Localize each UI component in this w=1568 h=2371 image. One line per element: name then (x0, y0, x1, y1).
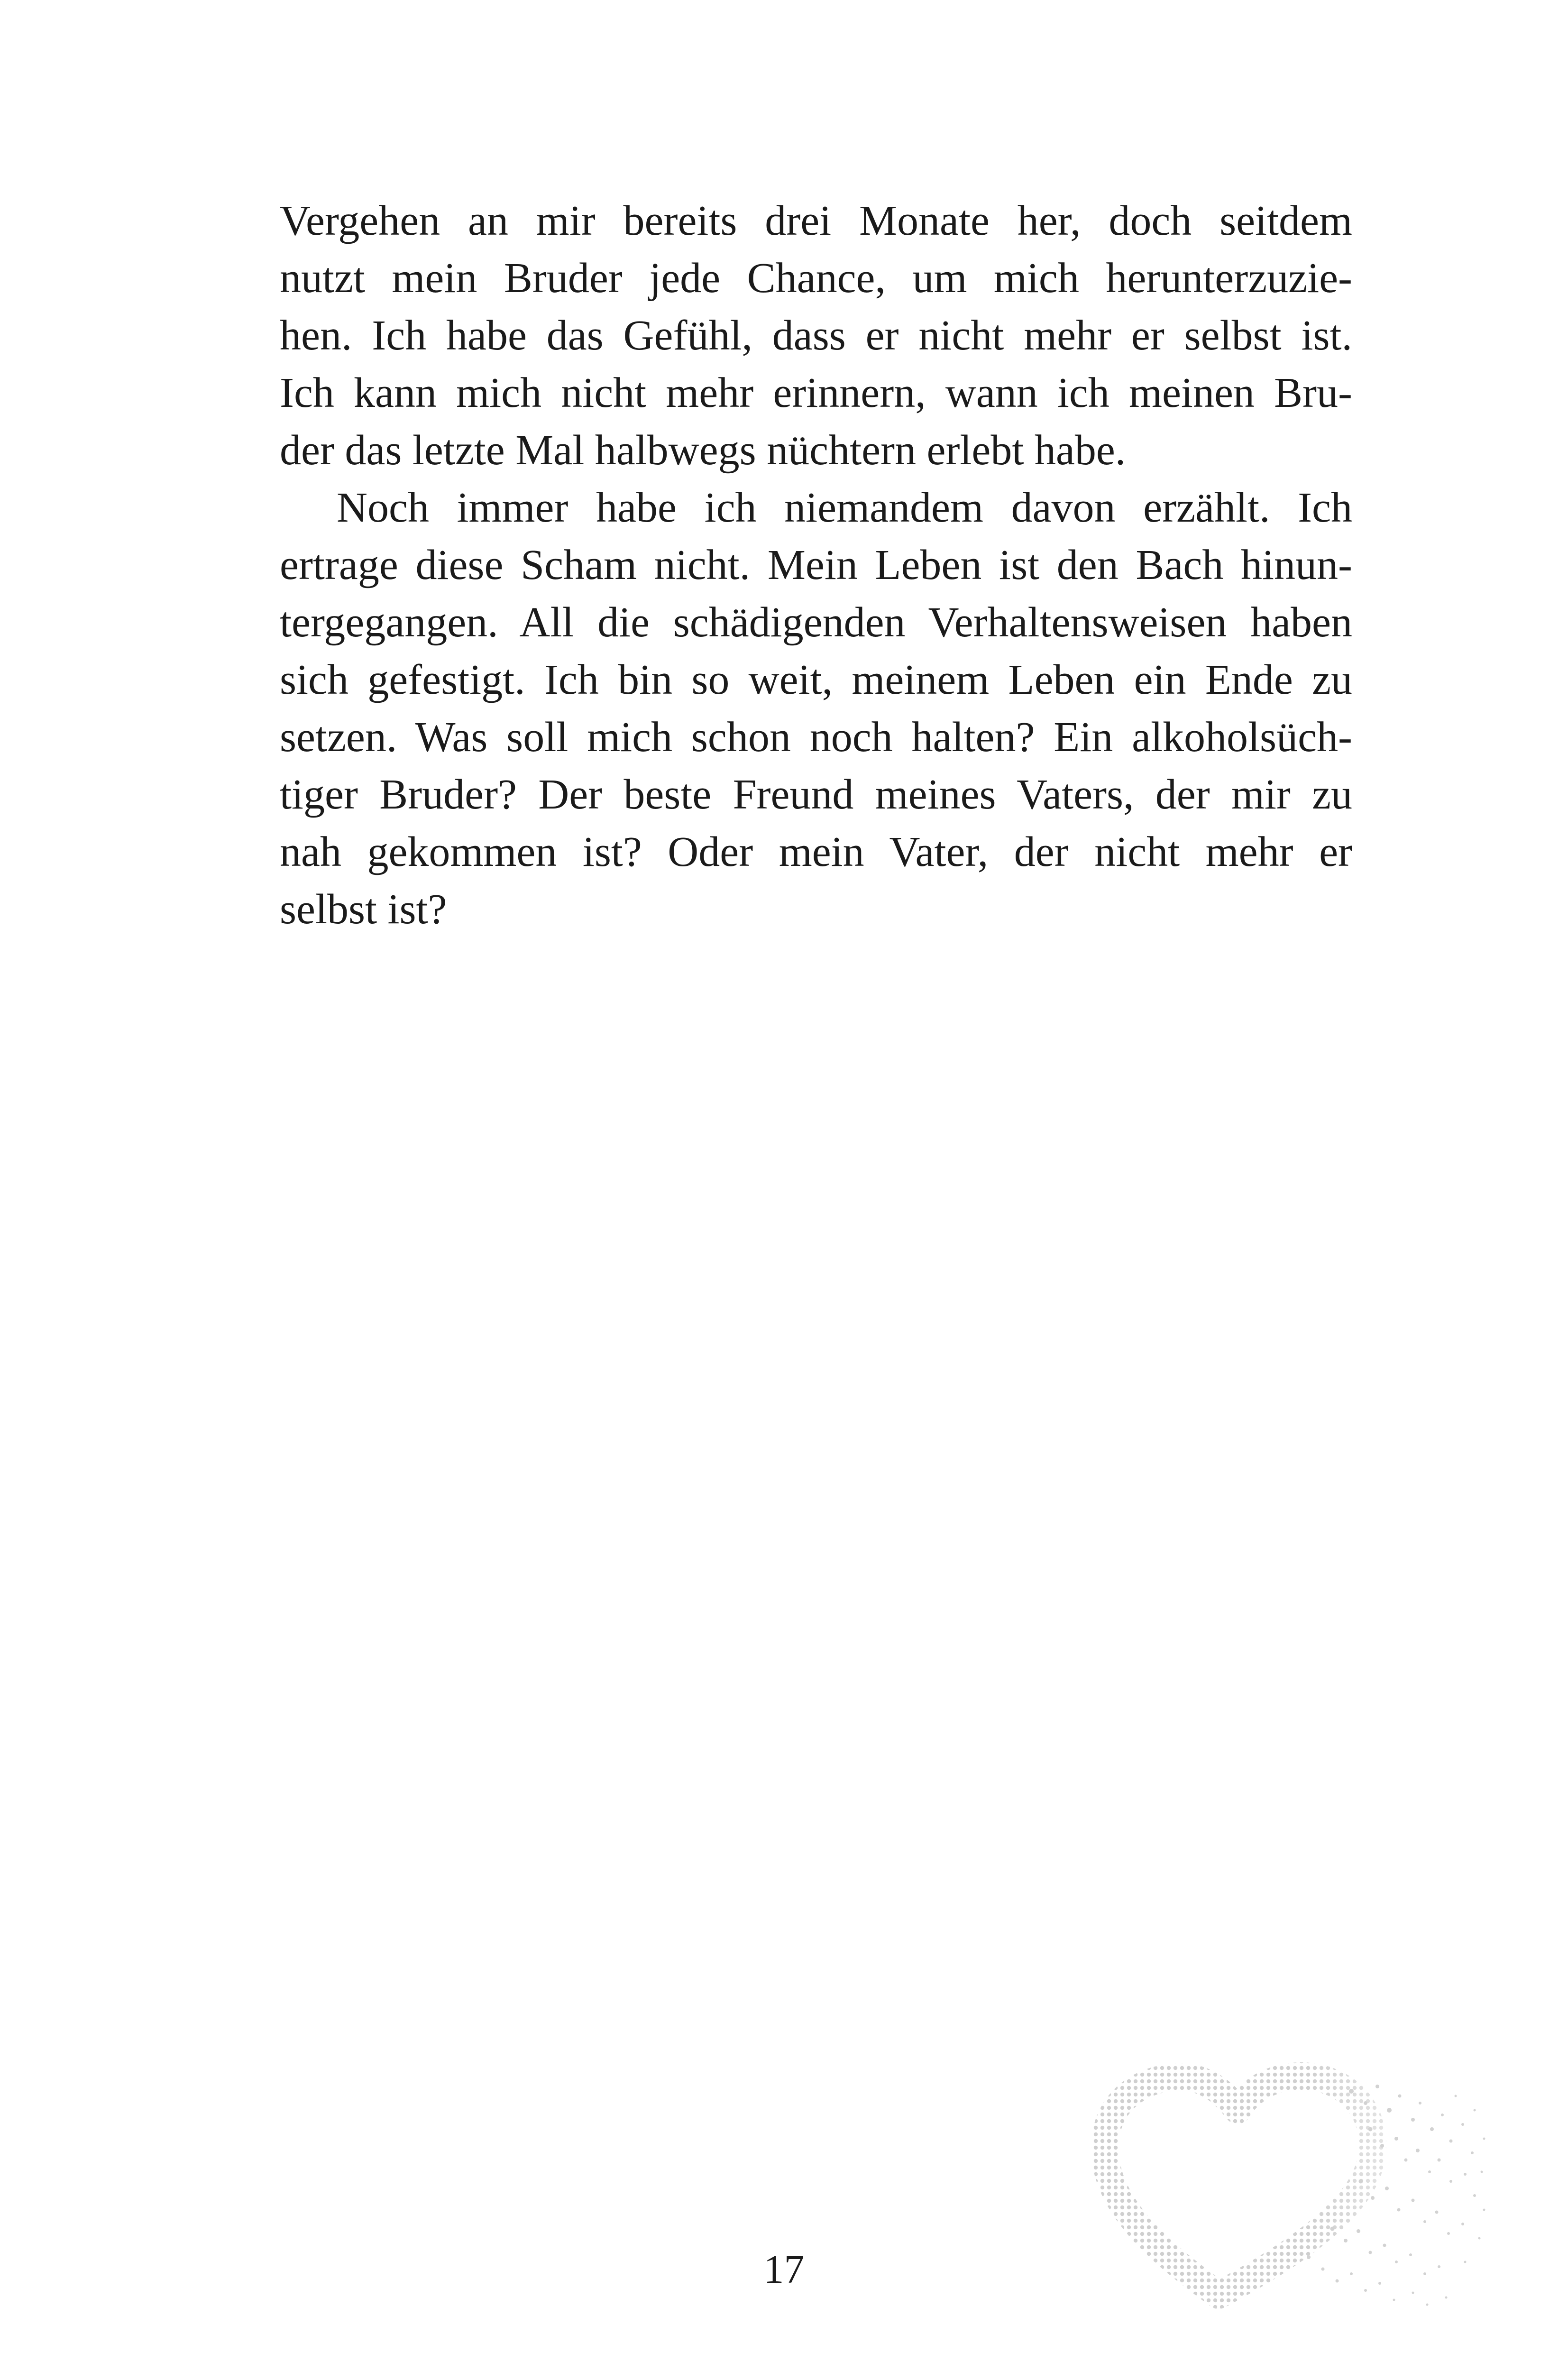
dotted-heart-icon (1086, 2058, 1494, 2324)
text-line: sich gefestigt. Ich bin so weit, meinem Leben ein Ende zu (280, 656, 1352, 703)
text-line: ertrage diese Scham nicht. Mein Leben ist den Bach hinun- (280, 542, 1352, 588)
text-line: Ich kann mich nicht mehr erinnern, wann ich meinen Bru- (280, 369, 1352, 416)
text-line: Vergehen an mir bereits drei Monate her, doch seitdem (280, 197, 1352, 244)
page-number: 17 (763, 2246, 805, 2292)
text-line: der das letzte Mal halbwegs nüchtern erlebt habe. (280, 427, 1126, 474)
text-line: setzen. Was soll mich schon noch halten? Ein alkoholsüch- (280, 714, 1352, 761)
text-line: Noch immer habe ich niemandem davon erzählt. Ich (337, 484, 1352, 531)
text-line: tergegangen. All die schädigenden Verhaltensweisen haben (280, 599, 1352, 646)
body-text (280, 192, 1352, 938)
text-line: nah gekommen ist? Oder mein Vater, der nicht mehr er (280, 828, 1352, 875)
paragraph-2 (280, 479, 1352, 938)
text-line: nutzt mein Bruder jede Chance, um mich herunterzuzie- (280, 255, 1352, 302)
text-line: selbst ist? (280, 886, 447, 933)
text-line: hen. Ich habe das Gefühl, dass er nicht mehr er selbst ist. (280, 312, 1352, 359)
text-line: tiger Bruder? Der beste Freund meines Vaters, der mir zu (280, 771, 1352, 818)
paragraph-1 (280, 192, 1352, 479)
